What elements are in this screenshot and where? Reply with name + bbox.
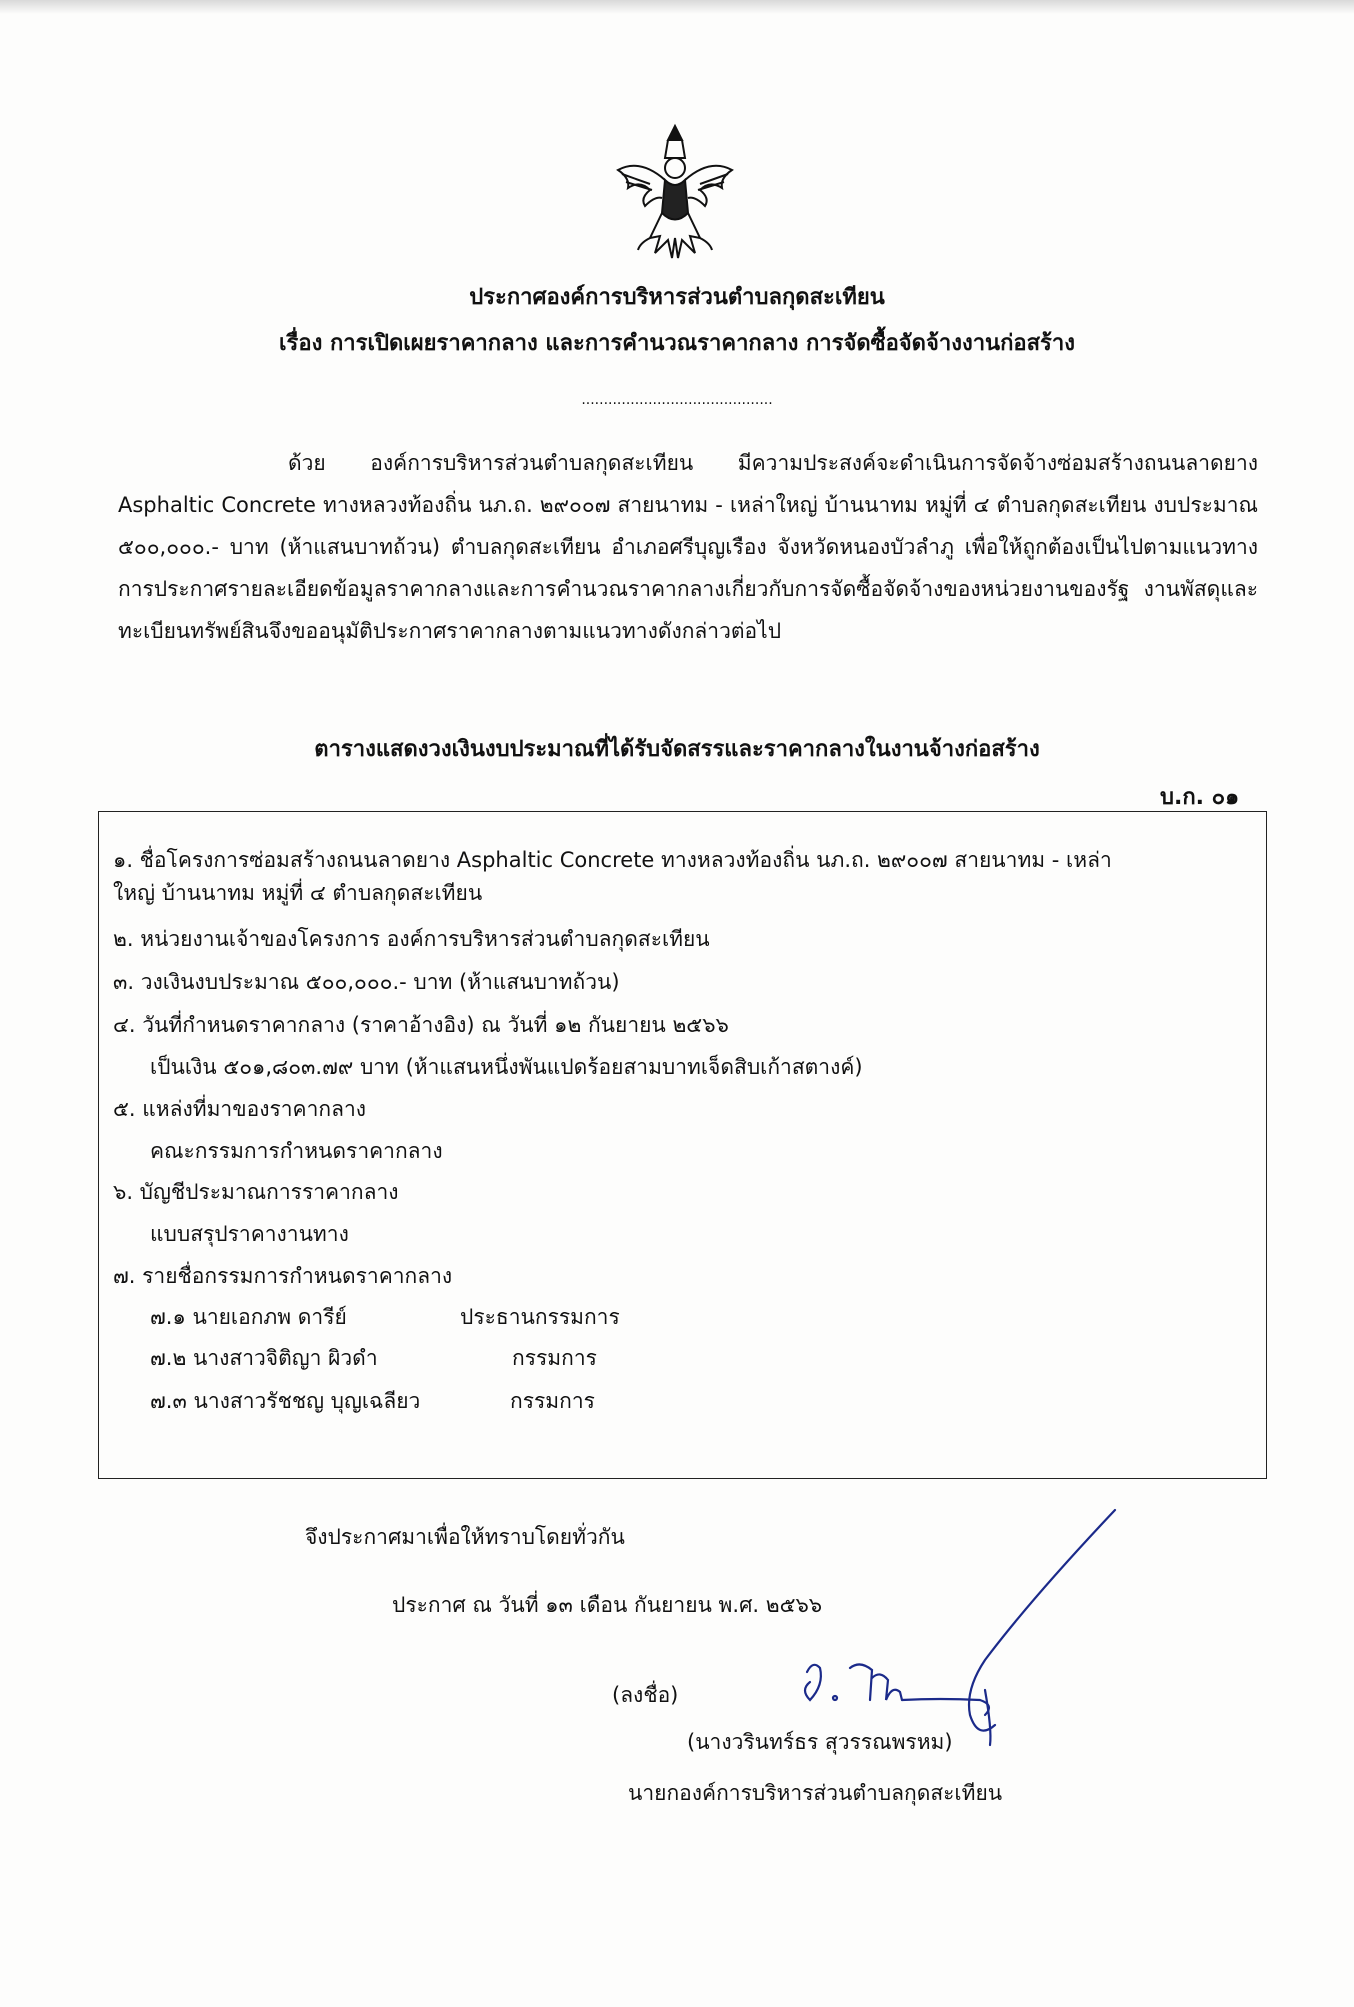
- item-1-line-2: ใหญ่ บ้านนาทม หมู่ที่ ๔ ตำบลกุดสะเทียน: [113, 881, 483, 905]
- garuda-emblem-icon: [610, 118, 740, 268]
- table-title: ตารางแสดงวงเงินงบประมาณที่ได้รับจัดสรรและราคากลางในงานจ้างก่อสร้าง: [314, 737, 1040, 762]
- signer-name: (นางวรินทร์ธร สุวรรณพรหม): [687, 1730, 953, 1754]
- committee-member-role: ประธานกรรมการ: [460, 1305, 620, 1329]
- item-4-line-1: ๔. วันที่กำหนดราคากลาง (ราคาอ้างอิง) ณ วันที่ ๑๒ กันยายน ๒๕๖๖: [113, 1013, 729, 1037]
- item-6-line-2: แบบสรุปราคางานทาง: [150, 1222, 349, 1246]
- signer-title: นายกองค์การบริหารส่วนตำบลกุดสะเทียน: [628, 1781, 1003, 1805]
- committee-member-name: ๗.๒ นางสาวจิติญา ผิวดำ: [150, 1346, 378, 1370]
- item-5-line-1: ๕. แหล่งที่มาของราคากลาง: [113, 1097, 366, 1121]
- committee-member-name: ๗.๓ นางสาวรัชชญ บุญเฉลียว: [150, 1389, 421, 1413]
- item-5-line-2: คณะกรรมการกำหนดราคากลาง: [150, 1139, 443, 1163]
- announce-closing: จึงประกาศมาเพื่อให้ทราบโดยทั่วกัน: [305, 1525, 625, 1549]
- item-2: ๒. หน่วยงานเจ้าของโครงการ องค์การบริหารส่วนตำบลกุดสะเทียน: [113, 927, 710, 951]
- title-divider: ...........................................: [581, 392, 773, 408]
- form-code: บ.ก. ๐๑: [1160, 785, 1240, 810]
- item-1-line-1: ๑. ชื่อโครงการซ่อมสร้างถนนลาดยาง Asphaltic Concrete ทางหลวงท้องถิ่น นภ.ถ. ๒๙๐๐๗ สายนาทม - เหล่า: [113, 848, 1112, 872]
- sign-label: (ลงชื่อ): [612, 1683, 679, 1707]
- announcement-subject: เรื่อง การเปิดเผยราคากลาง และการคำนวณราคากลาง การจัดซื้อจัดจ้างงานก่อสร้าง: [279, 331, 1075, 356]
- item-6-line-1: ๖. บัญชีประมาณการราคากลาง: [113, 1180, 399, 1204]
- announce-date: ประกาศ ณ วันที่ ๑๓ เดือน กันยายน พ.ศ. ๒๕๖๖: [392, 1593, 823, 1617]
- scan-edge: [0, 0, 1354, 14]
- committee-member-name: ๗.๑ นายเอกภพ ดารีย์: [150, 1305, 347, 1329]
- committee-member-role: กรรมการ: [512, 1346, 597, 1370]
- body-paragraph-text: ด้วย องค์การบริหารส่วนตำบลกุดสะเทียน มีความประสงค์จะดำเนินการจัดจ้างซ่อมสร้างถนนลาดยาง Asphaltic Concrete ทางหลวงท้องถิ่น นภ.ถ. ๒๙๐๐๗ สายนาทม - เหล่าใหญ่ บ้านนาทม หมู่ที่ ๔ ตำบลกุดสะเทียน งบประมาณ ๕๐๐,๐๐๐.- บาท (ห้าแสนบาทถ้วน) ตำบลกุดสะเทียน อำเภอศรีบุญเรือง จังหวัดหนองบัวลำภู เพื่อให้ถูกต้องเป็นไปตามแนวทางการประกาศรายละเอียดข้อมูลราคากลางและการคำนวณราคากลางเกี่ยวกับการจัดซื้อจัดจ้างของหน่วยงานของรัฐ งานพัสดุและทะเบียนทรัพย์สินจึงขออนุมัติประกาศราคากลางตามแนวทางดังกล่าวต่อไป: [118, 451, 1258, 643]
- handwritten-signature: [780, 1500, 1120, 1760]
- item-3: ๓. วงเงินงบประมาณ ๕๐๐,๐๐๐.- บาท (ห้าแสนบาทถ้วน): [113, 970, 620, 994]
- body-paragraph: [118, 442, 1258, 652]
- item-7: ๗. รายชื่อกรรมการกำหนดราคากลาง: [113, 1264, 453, 1288]
- committee-member-role: กรรมการ: [510, 1389, 595, 1413]
- announcement-title: ประกาศองค์การบริหารส่วนตำบลกุดสะเทียน: [469, 285, 885, 310]
- item-4-line-2: เป็นเงิน ๕๐๑,๘๐๓.๗๙ บาท (ห้าแสนหนึ่งพันแปดร้อยสามบาทเจ็ดสิบเก้าสตางค์): [150, 1055, 863, 1079]
